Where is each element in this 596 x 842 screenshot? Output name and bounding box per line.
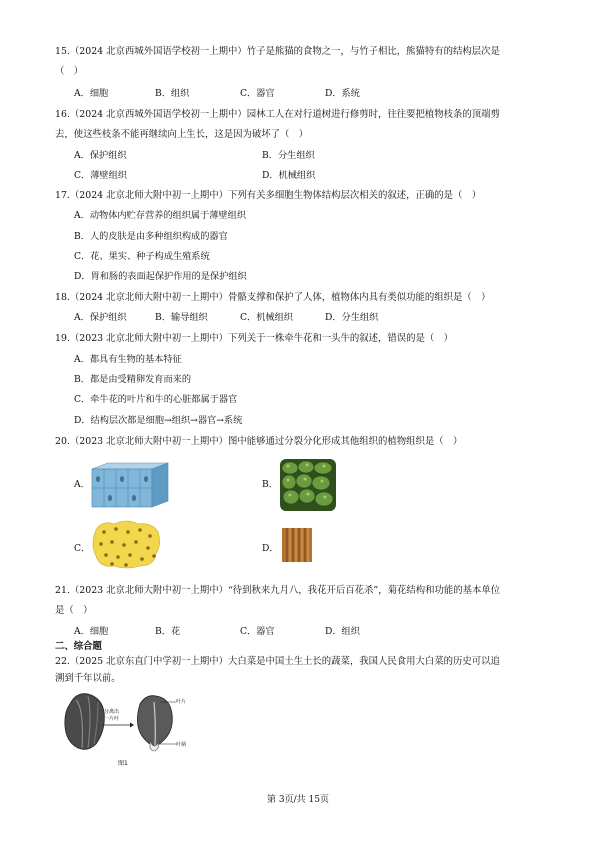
figure-arrow: [104, 722, 134, 728]
q21-stem-line1: 21.（2023 北京北师大附中初一上期中）“待到秋来九月八，我花开后百花杀”，菊花结构和功能的基本单位: [55, 585, 501, 596]
q19-stem-line1: 19.（2023 北京北师大附中初一上期中）下列关于一株牵牛花和一头牛的叙述，错误的是（ ）: [55, 333, 454, 344]
figure-label-stalk: 叶柄: [176, 742, 187, 748]
q15-option-a: A．细胞: [74, 88, 109, 99]
leaf-pointer-line: [160, 700, 176, 704]
q18-option-a: A．保护组织: [74, 312, 127, 323]
tissue-a-cells: [92, 463, 168, 507]
q16-option-c: C．薄壁组织: [74, 170, 127, 181]
q21-option-d: D．组织: [325, 626, 360, 637]
q17-option-d: D．胃和肠的表面起保护作用的是保护组织: [74, 271, 247, 282]
figure-arrow-text-2: 一片叶: [104, 716, 120, 722]
q18-option-d: D．分生组织: [325, 312, 379, 323]
q20-stem-line1: 20.（2023 北京北师大附中初一上期中）图中能够通过分裂分化形成其他组织的植物组织是（ ）: [55, 436, 463, 447]
stalk-pointer-line: [158, 742, 176, 746]
q20-option-b: B．: [262, 479, 278, 490]
q19-option-a: A．都具有生物的基本特征: [74, 354, 182, 365]
figure-arrow-text-1: 分离出: [104, 709, 120, 715]
q15-stem-line1: 15.（2024 北京西城外国语学校初一上期中）竹子是熊猫的食物之一，与竹子相比，熊猫特有的结构层次是: [55, 46, 500, 57]
q21-option-a: A．细胞: [74, 626, 109, 637]
q20-option-d: D．: [262, 543, 279, 554]
q20-option-a: A．: [74, 479, 90, 490]
q16-stem-line2: 去，使这些枝条不能再继续向上生长，这是因为破坏了（ ）: [55, 129, 309, 140]
cabbage-whole-image: [62, 692, 106, 752]
q21-option-c: C．器官: [240, 626, 275, 637]
q16-option-a: A．保护组织: [74, 150, 127, 161]
figure-caption: 图1: [118, 760, 128, 767]
tissue-image-c: [92, 520, 162, 570]
q20-option-c: C．: [74, 543, 91, 554]
q15-option-b: B．组织: [155, 88, 190, 99]
q15-option-c: C．器官: [240, 88, 275, 99]
q17-option-b: B．人的皮肤是由多种组织构成的器官: [74, 231, 228, 242]
q17-option-a: A．动物体内贮存营养的组织属于薄壁组织: [74, 210, 247, 221]
q16-option-d: D．机械组织: [262, 170, 316, 181]
q19-option-b: B．都是由受精卵发育而来的: [74, 374, 192, 385]
q22-stem-line1: 22.（2025 北京东直门中学初一上期中）大白菜是中国土生土长的蔬菜，我国人民食用大白菜的历史可以追: [55, 656, 500, 667]
q18-stem-line1: 18.（2024 北京北师大附中初一上期中）骨骼支撑和保护了人体，植物体内具有类似功能的组织是（ ）: [55, 292, 491, 303]
q21-stem-line2: 是（ ）: [55, 605, 93, 616]
section-heading: 二、综合题: [55, 641, 102, 652]
q16-option-b: B．分生组织: [262, 150, 315, 161]
q19-option-d: D．结构层次都是细胞→组织→器官→系统: [74, 415, 243, 426]
q16-stem-line1: 16.（2024 北京西城外国语学校初一上期中）园林工人在对行道树进行修剪时，往往要把植物枝条的顶端剪: [55, 109, 500, 120]
q18-option-c: C．机械组织: [240, 312, 293, 323]
q15-stem-line2: （ ）: [55, 66, 84, 77]
q17-stem-line1: 17.（2024 北京北师大附中初一上期中）下列有关多细胞生物体结构层次相关的叙述，正确的是（ ）: [55, 190, 482, 201]
q17-option-c: C．花、果实、种子构成生殖系统: [74, 251, 210, 262]
tissue-image-a: [90, 461, 170, 511]
page-footer: 第 3页/共 15页: [267, 795, 329, 805]
figure-label-leaf: 叶片: [176, 699, 187, 705]
q15-option-d: D．系统: [325, 88, 360, 99]
q19-option-c: C．牵牛花的叶片和牛的心脏都属于器官: [74, 394, 238, 405]
tissue-image-b: [280, 459, 336, 511]
q18-option-b: B．输导组织: [155, 312, 208, 323]
tissue-image-d: [282, 528, 312, 562]
q21-option-b: B．花: [155, 626, 181, 637]
q22-stem-line2: 溯到千年以前。: [55, 673, 121, 684]
